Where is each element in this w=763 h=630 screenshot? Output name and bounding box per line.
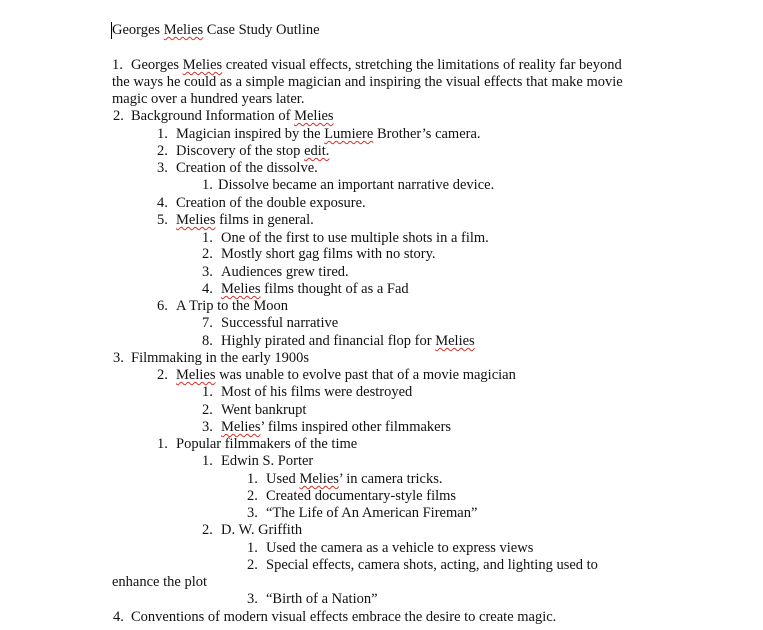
spellcheck-underline: edit.: [304, 143, 330, 159]
outline-text: Filmmaking in the early 1900s: [131, 350, 310, 366]
outline-item: [247, 505, 477, 522]
outline-number: 2.: [157, 367, 168, 383]
outline-item: [157, 367, 516, 384]
outline-number: 4.: [202, 281, 213, 297]
spellcheck-underline: Melies: [176, 367, 216, 383]
outline-text: Creation of the dissolve.: [176, 160, 318, 176]
outline-item: [113, 350, 309, 367]
outline-number: 3.: [202, 419, 213, 435]
outline-item: [113, 609, 556, 626]
outline-number: 2.: [202, 246, 213, 262]
outline-text: “The Life of An American Fireman”: [266, 505, 478, 521]
intro-line-2: the ways he could as a simple magician and inspiring the visual effects that make movie: [112, 74, 623, 90]
outline-number: 1.: [247, 471, 258, 487]
outline-number: 7.: [202, 315, 213, 331]
outline-item: [202, 230, 489, 247]
intro-line-3: magic over a hundred years later.: [112, 91, 305, 107]
spellcheck-underline: Melies: [176, 212, 216, 228]
outline-number: 1.: [202, 384, 213, 400]
outline-number: 4.: [113, 609, 124, 625]
outline-item: [157, 436, 357, 453]
outline-text: A Trip to the Moon: [176, 298, 288, 314]
document-title: Georges Melies Case Study Outline: [112, 22, 320, 38]
spellcheck-underline: Lumiere: [324, 126, 374, 142]
outline-text: Brother’s camera.: [373, 126, 481, 142]
outline-text: Created documentary-style films: [266, 488, 457, 504]
outline-number: 3.: [157, 160, 168, 176]
outline-item: [202, 333, 475, 350]
outline-text: was unable to evolve past that of a movie magician: [215, 367, 516, 383]
spellcheck-underline: Melies: [163, 22, 204, 38]
outline-number: 2.: [202, 402, 213, 418]
outline-number: 2.: [113, 108, 124, 124]
outline-item: [157, 126, 481, 143]
outline-text: Discovery of the stop: [176, 143, 305, 159]
intro-line-1: 1. Georges Melies created visual effects, stretching the limitations of reality far beyond: [112, 57, 622, 73]
outline-text: Background Information of: [131, 108, 295, 124]
spellcheck-underline: Melies: [182, 57, 223, 73]
outline-text: films in general.: [215, 212, 314, 228]
outline-text: Most of his films were destroyed: [221, 384, 413, 400]
outline-text: ’ in camera tricks.: [338, 471, 443, 487]
outline-item: [202, 522, 302, 539]
outline-number: 2.: [202, 522, 213, 538]
outline-number: 3.: [247, 505, 258, 521]
outline-text: Popular filmmakers of the time: [176, 436, 358, 452]
outline-text: “Birth of a Nation”: [266, 591, 378, 607]
outline-text: Successful narrative: [221, 315, 339, 331]
outline-text: Magician inspired by the: [176, 126, 325, 142]
outline-text: Used the camera as a vehicle to express views: [266, 540, 534, 556]
outline-item: [202, 402, 306, 419]
outline-item: [247, 591, 378, 608]
outline-text: enhance the plot: [112, 574, 208, 590]
outline-number: 4.: [157, 195, 168, 211]
outline-number: 1.: [157, 436, 168, 452]
outline-item: [157, 212, 314, 229]
spellcheck-underline: Melies: [294, 108, 334, 124]
spellcheck-underline: Melies: [299, 471, 339, 487]
outline-text: Conventions of modern visual effects embrace the desire to create magic.: [131, 609, 557, 625]
outline-text: Special effects, camera shots, acting, and lighting used to: [266, 557, 598, 573]
outline-text: Creation of the double exposure.: [176, 195, 366, 211]
outline-item: [247, 471, 443, 488]
spellcheck-underline: Melies: [221, 281, 261, 297]
outline-number: 1.: [157, 126, 168, 142]
outline-item: [202, 281, 409, 298]
outline-number: 5.: [157, 212, 168, 228]
outline-number: 3.: [247, 591, 258, 607]
outline-item: [157, 298, 288, 315]
spellcheck-underline: Melies: [435, 333, 475, 349]
outline-text: D. W. Griffith: [221, 522, 303, 538]
outline-number: 1.: [247, 540, 258, 556]
outline-number: 6.: [157, 298, 168, 314]
outline-text: films thought of as a Fad: [260, 281, 409, 297]
outline-number: 1.: [202, 177, 213, 193]
outline-item: [202, 315, 338, 332]
outline-item: [247, 540, 533, 557]
outline-item: [202, 453, 313, 470]
outline-number: 1.: [202, 453, 213, 469]
outline-text: ’ films inspired other filmmakers: [260, 419, 452, 435]
outline-number: 8.: [202, 333, 213, 349]
outline-text: Highly pirated and financial flop for: [221, 333, 436, 349]
outline-item: [247, 557, 598, 574]
outline-item: [202, 246, 436, 263]
outline-item: [113, 108, 334, 125]
outline-item: [202, 419, 451, 436]
spellcheck-underline: Melies: [221, 419, 261, 435]
outline-text: Audiences grew tired.: [221, 264, 349, 280]
outline-text: Used: [266, 471, 300, 487]
outline-number: 1.: [202, 230, 213, 246]
outline-number: 2.: [247, 488, 258, 504]
outline-text: One of the first to use multiple shots in a film.: [221, 230, 489, 246]
outline-item: [157, 160, 318, 177]
outline-number: 3.: [202, 264, 213, 280]
outline-text: Mostly short gag films with no story.: [221, 246, 436, 262]
outline-item: [112, 574, 207, 591]
outline-item: [157, 143, 329, 160]
outline-text: Dissolve became an important narrative device.: [218, 177, 495, 193]
outline-number: 2.: [247, 557, 258, 573]
outline-number: 3.: [113, 350, 124, 366]
outline-item: [202, 264, 349, 281]
outline-item: [157, 195, 366, 212]
outline-number: 2.: [157, 143, 168, 159]
outline-item: [247, 488, 456, 505]
outline-item: [202, 177, 494, 194]
outline-text: Edwin S. Porter: [221, 453, 314, 469]
outline-text: Went bankrupt: [221, 402, 307, 418]
outline-item: [202, 384, 412, 401]
